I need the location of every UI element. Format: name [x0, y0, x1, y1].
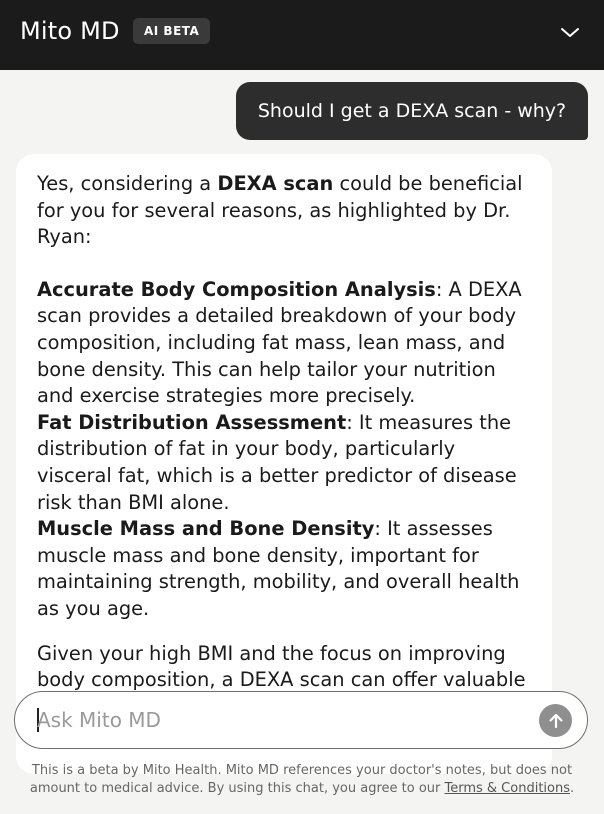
- ai-point: [37, 410, 532, 516]
- ai-point-text: : It assesses muscle mass and bone density, important for maintaining strength, mobility, and overall health as you age.: [37, 517, 520, 620]
- arrow-up-icon: [547, 712, 565, 730]
- ai-response-card: [16, 154, 552, 774]
- terms-link[interactable]: Terms & Conditions: [444, 781, 570, 796]
- send-button[interactable]: [539, 704, 572, 737]
- ai-point-title: Fat Distribution Assessment: [37, 410, 347, 434]
- disclaimer-end: .: [570, 781, 575, 796]
- chevron-down-icon[interactable]: [558, 21, 582, 45]
- ai-point-title: Accurate Body Composition Analysis: [37, 277, 436, 301]
- brand-title: Mito MD: [20, 17, 120, 45]
- ai-beta-badge: AI BETA: [133, 18, 210, 44]
- app-header: [0, 0, 604, 70]
- ai-closing: Given your high BMI and the focus on improving body composition, a DEXA scan can offer valuable: [37, 641, 526, 692]
- disclaimer: [10, 762, 594, 798]
- user-message-bubble: Should I get a DEXA scan - why?: [236, 82, 588, 140]
- ai-point-text: : It measures the distribution of fat in your body, particularly visceral fat, which is a better predictor of disease risk than BMI alone.: [37, 410, 517, 514]
- intro-text-post: could be beneficial for you for several reasons, as highlighted by Dr. Ryan:: [37, 172, 523, 249]
- ai-point: [37, 277, 532, 410]
- intro-text-pre: Yes, considering a: [37, 172, 218, 195]
- disclaimer-text: This is a beta by Mito Health. Mito MD references your doctor's notes, but does not amount to medical advice. By using this chat, you agree to our: [29, 763, 573, 796]
- chat-input-bar: [14, 691, 588, 749]
- ai-point-title: Muscle Mass and Bone Density: [37, 517, 375, 541]
- chat-area[interactable]: [0, 70, 604, 690]
- ask-input[interactable]: [37, 692, 517, 748]
- intro-text-bold: DEXA scan: [217, 172, 334, 195]
- ai-intro: [37, 171, 532, 251]
- ai-point-text: : A DEXA scan provides a detailed breakdown of your body composition, including fat mass, lean mass, and bone density. This can help tailor your nutrition and exercise strategies more precisely.: [37, 277, 522, 408]
- ai-point: [37, 516, 532, 622]
